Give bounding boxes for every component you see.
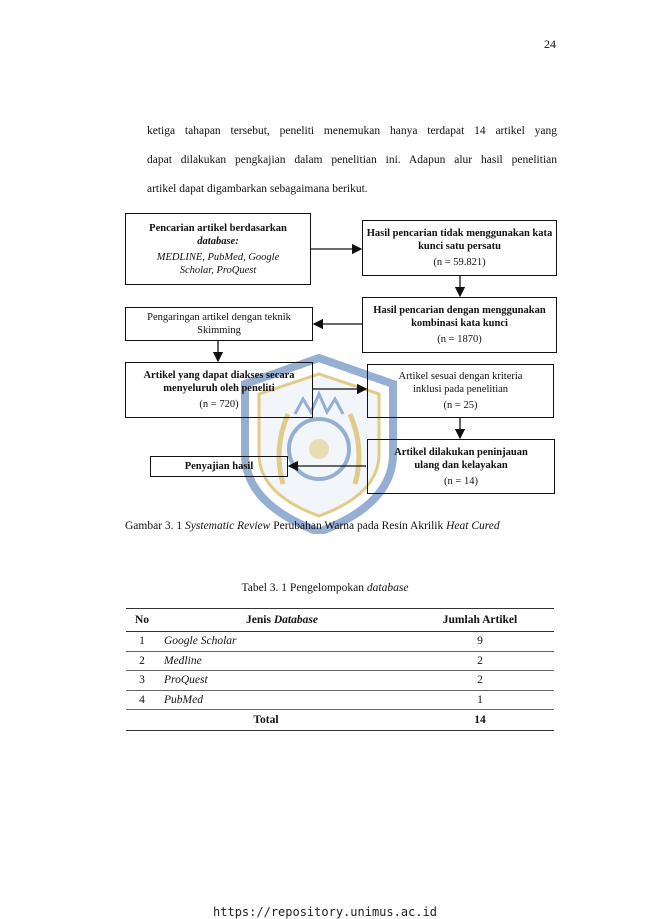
cell-name: PubMed bbox=[158, 690, 406, 710]
cell-name: Medline bbox=[158, 651, 406, 671]
page-number: 24 bbox=[544, 37, 556, 51]
flow-box-search-database bbox=[125, 213, 311, 285]
header-name-italic: Database bbox=[273, 614, 318, 626]
flow-box-skimming bbox=[125, 307, 313, 341]
cell-name: ProQuest bbox=[158, 671, 406, 691]
table-header-row bbox=[126, 609, 554, 632]
flow-box-review-feasibility bbox=[367, 439, 555, 494]
flow-box-subtitle: database: bbox=[197, 235, 239, 247]
cell-count: 2 bbox=[406, 671, 554, 691]
flow-box-search-no-keyword bbox=[362, 220, 557, 276]
cell-no: 3 bbox=[126, 671, 158, 691]
table-row bbox=[126, 690, 554, 710]
paragraph-line: ketiga tahapan tersebut, peneliti menemukan hanya terdapat 14 artikel yang bbox=[147, 125, 557, 137]
flow-box-text: Pengaringan artikel dengan teknik Skimming bbox=[147, 312, 291, 336]
paragraph-line: artikel dapat digambarkan sebagaimana berikut. bbox=[147, 183, 368, 195]
flow-box-text: Artikel dilakukan peninjauan ulang dan kelayakan bbox=[394, 446, 528, 471]
flow-box-sources: MEDLINE, PubMed, Google Scholar, ProQuest bbox=[156, 251, 280, 276]
flow-box-text: Artikel sesuai dengan kriteria inklusi pada penelitian bbox=[398, 371, 523, 395]
header-no: No bbox=[126, 609, 158, 632]
flow-box-text: Hasil pencarian tidak menggunakan kata kunci satu persatu bbox=[366, 228, 553, 252]
figure-caption bbox=[125, 520, 555, 532]
cell-count: 1 bbox=[406, 690, 554, 710]
database-table bbox=[126, 608, 554, 731]
caption-middle: Perubahan Warna pada Resin Akrilik bbox=[270, 520, 447, 532]
flow-box-count: (n = 1870) bbox=[437, 334, 482, 345]
flow-box-count: (n = 59.821) bbox=[433, 257, 486, 268]
flow-box-search-keyword-combo bbox=[362, 297, 557, 353]
total-count: 14 bbox=[406, 710, 554, 731]
flow-box-text: Artikel yang dapat diakses secara menyeluruh oleh peneliti bbox=[143, 370, 295, 394]
caption-italic: Systematic Review bbox=[185, 520, 271, 532]
header-name bbox=[158, 609, 406, 632]
caption-prefix: Gambar 3. 1 bbox=[125, 520, 186, 532]
cell-no: 4 bbox=[126, 690, 158, 710]
cell-no: 1 bbox=[126, 632, 158, 652]
table-title bbox=[0, 582, 650, 594]
header-count: Jumlah Artikel bbox=[406, 609, 554, 632]
table-title-italic: database bbox=[366, 582, 409, 594]
flow-box-text: Penyajian hasil bbox=[184, 461, 254, 472]
footer-repository-url: https://repository.unimus.ac.id bbox=[213, 905, 437, 919]
table-row bbox=[126, 651, 554, 671]
flow-box-text: Hasil pencarian dengan menggunakan kombinasi kata kunci bbox=[373, 305, 546, 329]
caption-italic: Heat Cured bbox=[446, 520, 500, 532]
paragraph-line: dapat dilakukan pengkajian dalam penelitian ini. Adapun alur hasil penelitian bbox=[147, 154, 557, 166]
flow-box-count: (n = 14) bbox=[444, 475, 478, 487]
cell-no: 2 bbox=[126, 651, 158, 671]
cell-count: 2 bbox=[406, 651, 554, 671]
cell-count: 9 bbox=[406, 632, 554, 652]
flow-box-count: (n = 25) bbox=[443, 400, 478, 411]
table-row bbox=[126, 671, 554, 691]
cell-name: Google Scholar bbox=[158, 632, 406, 652]
flow-box-title: Pencarian artikel berdasarkan bbox=[149, 222, 287, 234]
table-total-row bbox=[126, 710, 554, 731]
table-row bbox=[126, 632, 554, 652]
flow-box-inclusion-criteria bbox=[367, 364, 554, 418]
flow-box-count: (n = 720) bbox=[199, 399, 239, 410]
header-name-prefix: Jenis bbox=[246, 614, 274, 626]
flow-box-present-results bbox=[150, 456, 288, 477]
total-label: Total bbox=[126, 710, 406, 731]
table-title-prefix: Tabel 3. 1 Pengelompokan bbox=[241, 582, 367, 594]
flow-box-accessible-articles bbox=[125, 362, 313, 418]
